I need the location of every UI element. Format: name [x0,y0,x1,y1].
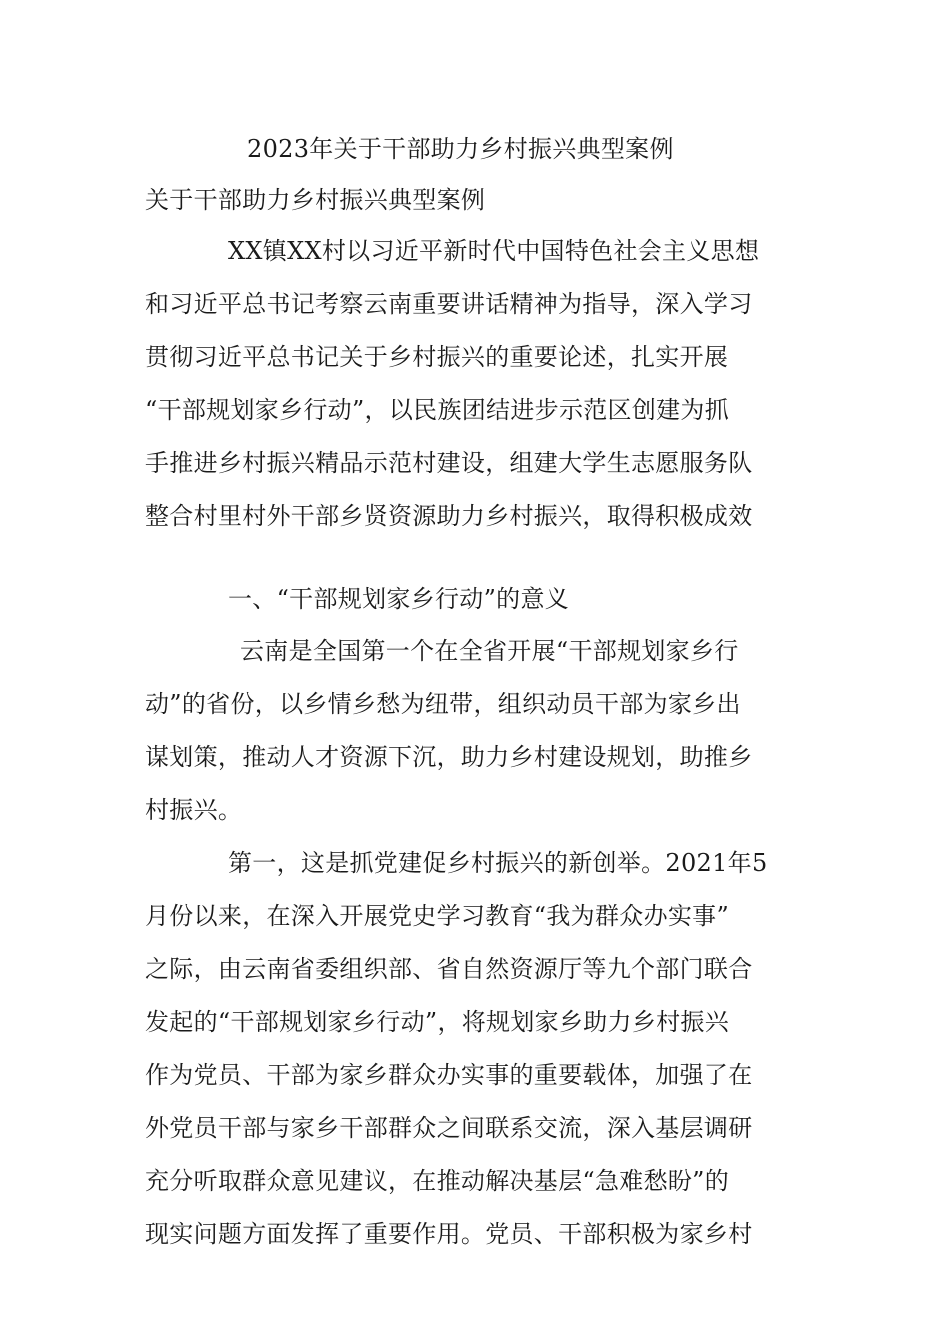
document-subtitle: 关于干部助力乡村振兴典型案例 [145,186,486,214]
paragraph-line: 村振兴。 [145,796,243,824]
intro-line: 贯彻习近平总书记关于乡村振兴的重要论述，扎实开展 [145,343,729,371]
paragraph-line: 发起的“干部规划家乡行动”，将规划家乡助力乡村振兴 [145,1008,730,1036]
paragraph-line: 外党员干部与家乡干部群众之间联系交流，深入基层调研 [145,1114,753,1142]
paragraph-line: 月份以来，在深入开展党史学习教育“我为群众办实事” [145,902,730,930]
paragraph-line: 动”的省份，以乡情乡愁为纽带，组织动员干部为家乡出 [145,690,741,718]
paragraph-line: 作为党员、干部为家乡群众办实事的重要载体，加强了在 [145,1061,753,1089]
intro-line: “干部规划家乡行动”，以民族团结进步示范区创建为抓 [145,396,730,424]
paragraph-line: 充分听取群众意见建议，在推动解决基层“急难愁盼”的 [145,1167,730,1195]
intro-line: 整合村里村外干部乡贤资源助力乡村振兴，取得积极成效 [145,502,753,530]
paragraph-line: 云南是全国第一个在全省开展“干部规划家乡行 [240,637,739,665]
section-heading: 一、“干部规划家乡行动”的意义 [228,585,570,613]
intro-line: XX镇XX村以习近平新时代中国特色社会主义思想 [228,237,760,265]
paragraph-line: 现实问题方面发挥了重要作用。党员、干部积极为家乡村 [145,1220,753,1248]
document-title: 2023年关于干部助力乡村振兴典型案例 [247,135,674,163]
intro-line: 和习近平总书记考察云南重要讲话精神为指导，深入学习 [145,290,753,318]
paragraph-line: 之际，由云南省委组织部、省自然资源厅等九个部门联合 [145,955,753,983]
paragraph-line: 谋划策，推动人才资源下沉，助力乡村建设规划，助推乡 [145,743,753,771]
intro-line: 手推进乡村振兴精品示范村建设，组建大学生志愿服务队 [145,449,753,477]
paragraph-line: 第一，这是抓党建促乡村振兴的新创举。2021年5 [228,849,768,877]
